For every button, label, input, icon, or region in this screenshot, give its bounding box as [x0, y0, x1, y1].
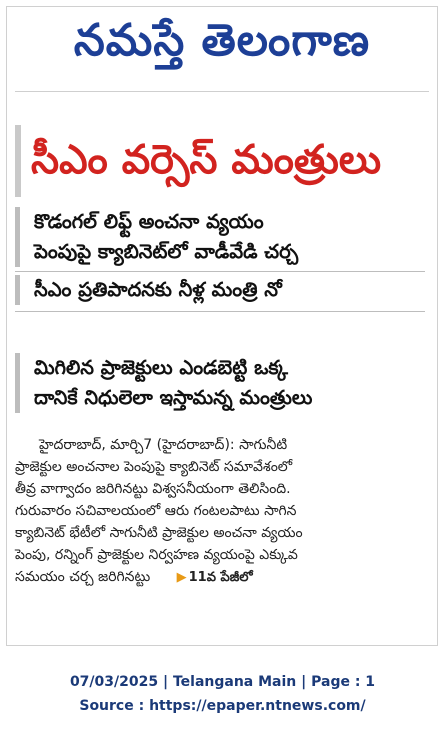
newspaper-clipping [6, 6, 438, 646]
body-line: హైదరాబాద్, మార్చి7 (హైదరాబాద్): సాగునీటి [39, 437, 288, 453]
subhead-block-1 [15, 207, 425, 267]
subhead-block-3 [15, 353, 425, 413]
body-line: తీవ్ర వాగ్వాదం జరిగినట్టు విశ్వసనీయంగా తెలిసింది. [15, 481, 291, 497]
subhead-line: దానికే నిధులెలా ఇస్తామన్న మంత్రులు [34, 386, 313, 409]
footer-edition-info: 07/03/2025 | Telangana Main | Page : 1 [69, 674, 376, 690]
footer [0, 670, 445, 718]
body-line: గురువారం సచివాలయంలో ఆరు గంటలపాటు సాగిన [15, 503, 297, 519]
subhead-line: మిగిలిన ప్రాజెక్టులు ఎండబెట్టి ఒక్క [34, 356, 288, 379]
masthead-divider [15, 91, 429, 92]
body-line-text: సమయం చర్చ జరిగినట్టు [15, 569, 151, 585]
masthead-title: నమస్తే తెలంగాణ [73, 15, 371, 66]
continued-on-page [177, 567, 253, 589]
subhead-separator [15, 271, 425, 272]
body-line-last [15, 566, 425, 588]
subhead-line: కొడంగల్ లిఫ్ట్ అంచనా వ్యయం [34, 210, 264, 233]
article-headline: సీఎం వర్సెస్ మంత్రులు [31, 137, 382, 183]
article [15, 105, 429, 645]
masthead [7, 7, 437, 85]
continued-label: 11వ పేజీలో [188, 570, 253, 585]
subhead-separator [15, 311, 425, 312]
continue-arrow-icon: ▶ [176, 570, 187, 585]
article-body [15, 434, 425, 588]
body-line: పెంపు, రన్నింగ్ ప్రాజెక్టుల నిర్వహణ వ్యయంపై ఎక్కువ [15, 547, 298, 563]
body-line: క్యాబినెట్ భేటీలో సాగునీటి ప్రాజెక్టుల అంచనా వ్యయం [15, 525, 303, 541]
subhead-line: పెంపుపై క్యాబినెట్‌లో వాడీవేడి చర్చ [34, 240, 299, 263]
body-line: ప్రాజెక్టుల అంచనాల పెంపుపై క్యాబినెట్ సమావేశంలో [15, 459, 293, 475]
subhead-block-2 [15, 275, 425, 305]
headline-accent-bar [15, 125, 21, 197]
footer-source: Source : https://epaper.ntnews.com/ [79, 698, 366, 714]
subhead-line: సీఎం ప్రతిపాదనకు నీళ్ల మంత్రి నో [34, 278, 282, 301]
